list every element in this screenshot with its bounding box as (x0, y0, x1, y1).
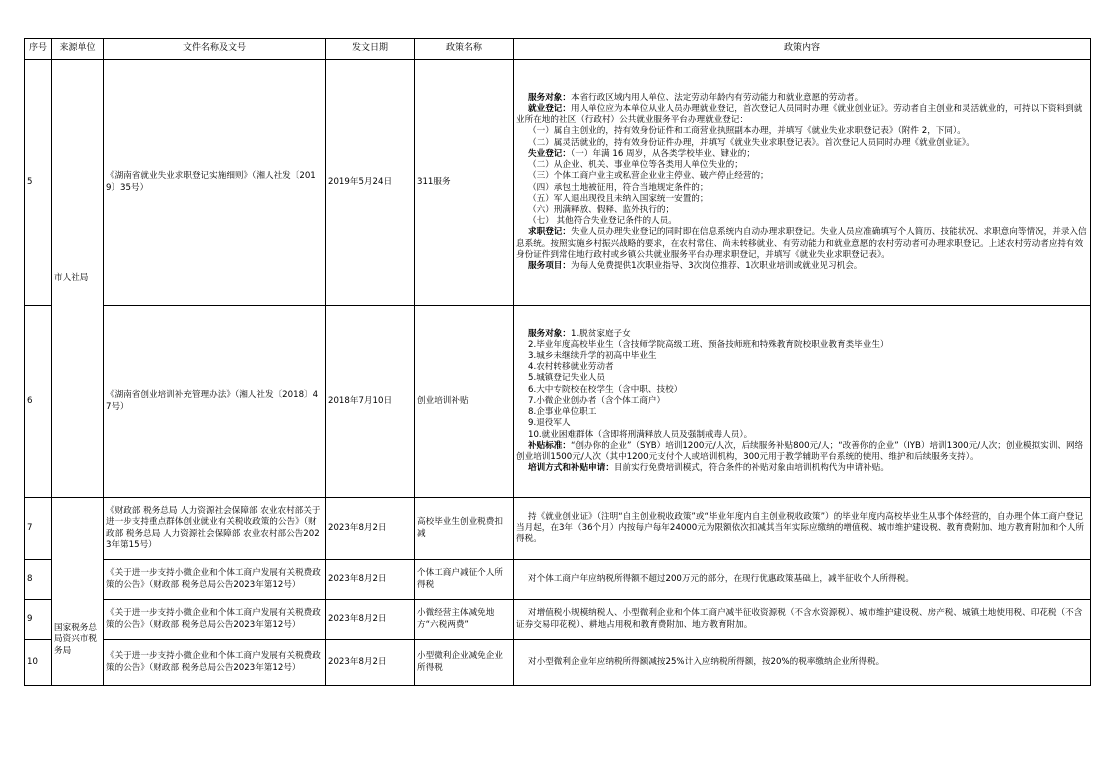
table-row (25, 306, 1091, 498)
content-line: （六）刑满释放、假释、监外执行的； (528, 204, 675, 215)
content-line: （二）从企业、机关、事业单位等各类用人单位失业的； (528, 160, 743, 171)
policy-content (514, 306, 1091, 498)
issue-date: 2023年8月2日 (326, 640, 415, 686)
table-header-row (25, 39, 1091, 60)
content-line: 5.城镇登记失业人员 (528, 373, 605, 384)
content-line: 8.企事业单位职工 (528, 407, 597, 418)
source-unit-tax: 国家税务总局资兴市税务局 (52, 498, 104, 686)
content-line: 培训方式和补贴申请：目前实行免费培训模式，符合条件的补贴对象由培训机构代为申请补贴。 (528, 463, 889, 474)
content-line: 服务对象：本省行政区域内用人单位、法定劳动年龄内有劳动能力和就业意愿的劳动者。 (528, 92, 864, 103)
content-line: （三）个体工商户业主或私营企业业主停业、破产停止经营的； (528, 171, 769, 182)
policy-content (514, 60, 1091, 306)
policy-name: 小微经营主体减免地方“六税两费” (415, 600, 514, 640)
policy-content: 对个体工商户年应纳税所得额不超过200万元的部分，在现行优惠政策基础上，减半征收个人所得税。 (514, 560, 1091, 600)
content-line: 就业登记：用人单位应为本单位从业人员办理就业登记，首次登记人员同时办理《就业创业证》。劳动者自主创业和灵活就业的，可持以下资料到就业所在地的社区（行政村）公共就业服务平台办理就业登记： (516, 104, 1083, 126)
table-row (25, 560, 1091, 600)
header-file: 文件名称及文号 (104, 39, 326, 60)
table-row (25, 60, 1091, 306)
issue-date: 2023年8月2日 (326, 600, 415, 640)
content-line: 服务项目：为每人免费提供1次职业指导、3次岗位推荐、1次职业培训或就业见习机会。 (528, 260, 863, 271)
file-name: 《关于进一步支持小微企业和个体工商户发展有关税费政策的公告》（财政部 税务总局公告2023年第12号） (104, 640, 326, 686)
issue-date: 2019年5月24日 (326, 60, 415, 306)
header-content: 政策内容 (514, 39, 1091, 60)
content-line: （四）承包土地被征用，符合当地规定条件的； (528, 182, 709, 193)
content-line: 9.退役军人 (528, 418, 571, 429)
policy-content: 持《就业创业证》（注明“自主创业税收政策”或“毕业年度内自主创业税收政策”）的毕业年度内高校毕业生从事个体经营的，自办理个体工商户登记当月起，在3年（36个月）内按每户每年24000元为限额依次扣减其当年实际应缴纳的增值税、城市维护建设税、教育费附加、地方教育附加和个人所得税。 (514, 498, 1091, 560)
policy-name: 创业培训补贴 (415, 306, 514, 498)
content-line: （七） 其他符合失业登记条件的人员。 (528, 216, 677, 227)
row-seq: 10 (25, 640, 52, 686)
policy-content: 对增值税小规模纳税人、小型微利企业和个体工商户减半征收资源税（不含水资源税）、城市维护建设税、房产税、城镇土地使用税、印花税（不含证券交易印花税）、耕地占用税和教育费附加、地方教育附加。 (514, 600, 1091, 640)
issue-date: 2023年8月2日 (326, 498, 415, 560)
file-name: 《湖南省就业失业求职登记实施细则》（湘人社发〔2019〕35号） (104, 60, 326, 306)
header-policy: 政策名称 (415, 39, 514, 60)
content-line: 求职登记：失业人员办理失业登记的同时即在信息系统内自动办理求职登记。失业人员应准确填写个人简历、技能状况、求职意向等情况，并录入信息系统。按照实施乡村振兴战略的要求，在农村常住、尚未转移就业、有劳动能力和就业意愿的农村劳动者可办理求职登记。上述农村劳动者应持有效身份证件到常住地行政村或乡镇公共就业服务平台办理求职登记，并填写《就业失业求职登记表》。 (516, 227, 1087, 260)
content-line: 服务对象：1.脱贫家庭子女 (528, 328, 631, 339)
content-line: 补贴标准：“创办你的企业”（SYB）培训1200元/人次，后续服务补贴800元/人；“改善你的企业”（IYB）培训1300元/人次；创业模拟实训、网络创业培训1500元/人次（其中1200元支付个人或培训机构，300元用于教学辅助平台系统的使用、维护和后续服务支持）。 (516, 440, 1084, 462)
content-line: 3.城乡未继续升学的初高中毕业生 (528, 351, 657, 362)
header-date: 发文日期 (326, 39, 415, 60)
content-line: 7.小微企业创办者（含个体工商户） (528, 395, 666, 406)
issue-date: 2023年8月2日 (326, 560, 415, 600)
row-seq: 6 (25, 306, 52, 498)
content-line: 6.大中专院校在校学生（含中职、技校） (528, 384, 683, 395)
file-name: 《关于进一步支持小微企业和个体工商户发展有关税费政策的公告》（财政部 税务总局公告2023年第12号） (104, 560, 326, 600)
row-seq: 8 (25, 560, 52, 600)
header-unit: 来源单位 (52, 39, 104, 60)
policy-name: 小型微利企业减免企业所得税 (415, 640, 514, 686)
policy-name: 个体工商户减征个人所得税 (415, 560, 514, 600)
row-seq: 9 (25, 600, 52, 640)
policy-content: 对小型微利企业年应纳税所得额减按25%计入应纳税所得额，按20%的税率缴纳企业所得税。 (514, 640, 1091, 686)
table-row (25, 498, 1091, 560)
content-line: 10.就业困难群体（含即将刑满释放人员及强制戒毒人员）。 (528, 429, 753, 440)
file-name: 《关于进一步支持小微企业和个体工商户发展有关税费政策的公告》（财政部 税务总局公告2023年第12号） (104, 600, 326, 640)
content-line: （五）军人退出现役且未纳入国家统一安置的； (528, 193, 709, 204)
policy-name: 高校毕业生创业税费扣减 (415, 498, 514, 560)
file-name: 《湖南省创业培训补充管理办法》（湘人社发〔2018〕47号） (104, 306, 326, 498)
content-line: 4.农村转移就业劳动者 (528, 362, 614, 373)
content-line: 2.毕业年度高校毕业生（含技师学院高级工班、预备技师班和特殊教育院校职业教育类毕业生） (528, 339, 889, 350)
source-unit-hrss: 市人社局 (52, 60, 104, 498)
policy-name: 311服务 (415, 60, 514, 306)
table-row (25, 640, 1091, 686)
header-seq: 序号 (25, 39, 52, 60)
content-line: 失业登记：（一）年满 16 周岁，从各类学校毕业、肄业的； (528, 148, 755, 159)
issue-date: 2018年7月10日 (326, 306, 415, 498)
policy-table (24, 38, 1091, 686)
row-seq: 5 (25, 60, 52, 306)
table-row (25, 600, 1091, 640)
content-line: （二）属灵活就业的，持有效身份证件办理，并填写《就业失业求职登记表》。首次登记人员同时办理《就业创业证》。 (528, 137, 975, 148)
file-name: 《财政部 税务总局 人力资源社会保障部 农业农村部关于进一步支持重点群体创业就业有关税收政策的公告》（财政部 税务总局 人力资源社会保障部 农业农村部公告2023年第15号） (104, 498, 326, 560)
content-line: （一）属自主创业的，持有效身份证件和工商营业执照副本办理，并填写《就业失业求职登记表》（附件 2，下同）。 (528, 126, 966, 137)
row-seq: 7 (25, 498, 52, 560)
